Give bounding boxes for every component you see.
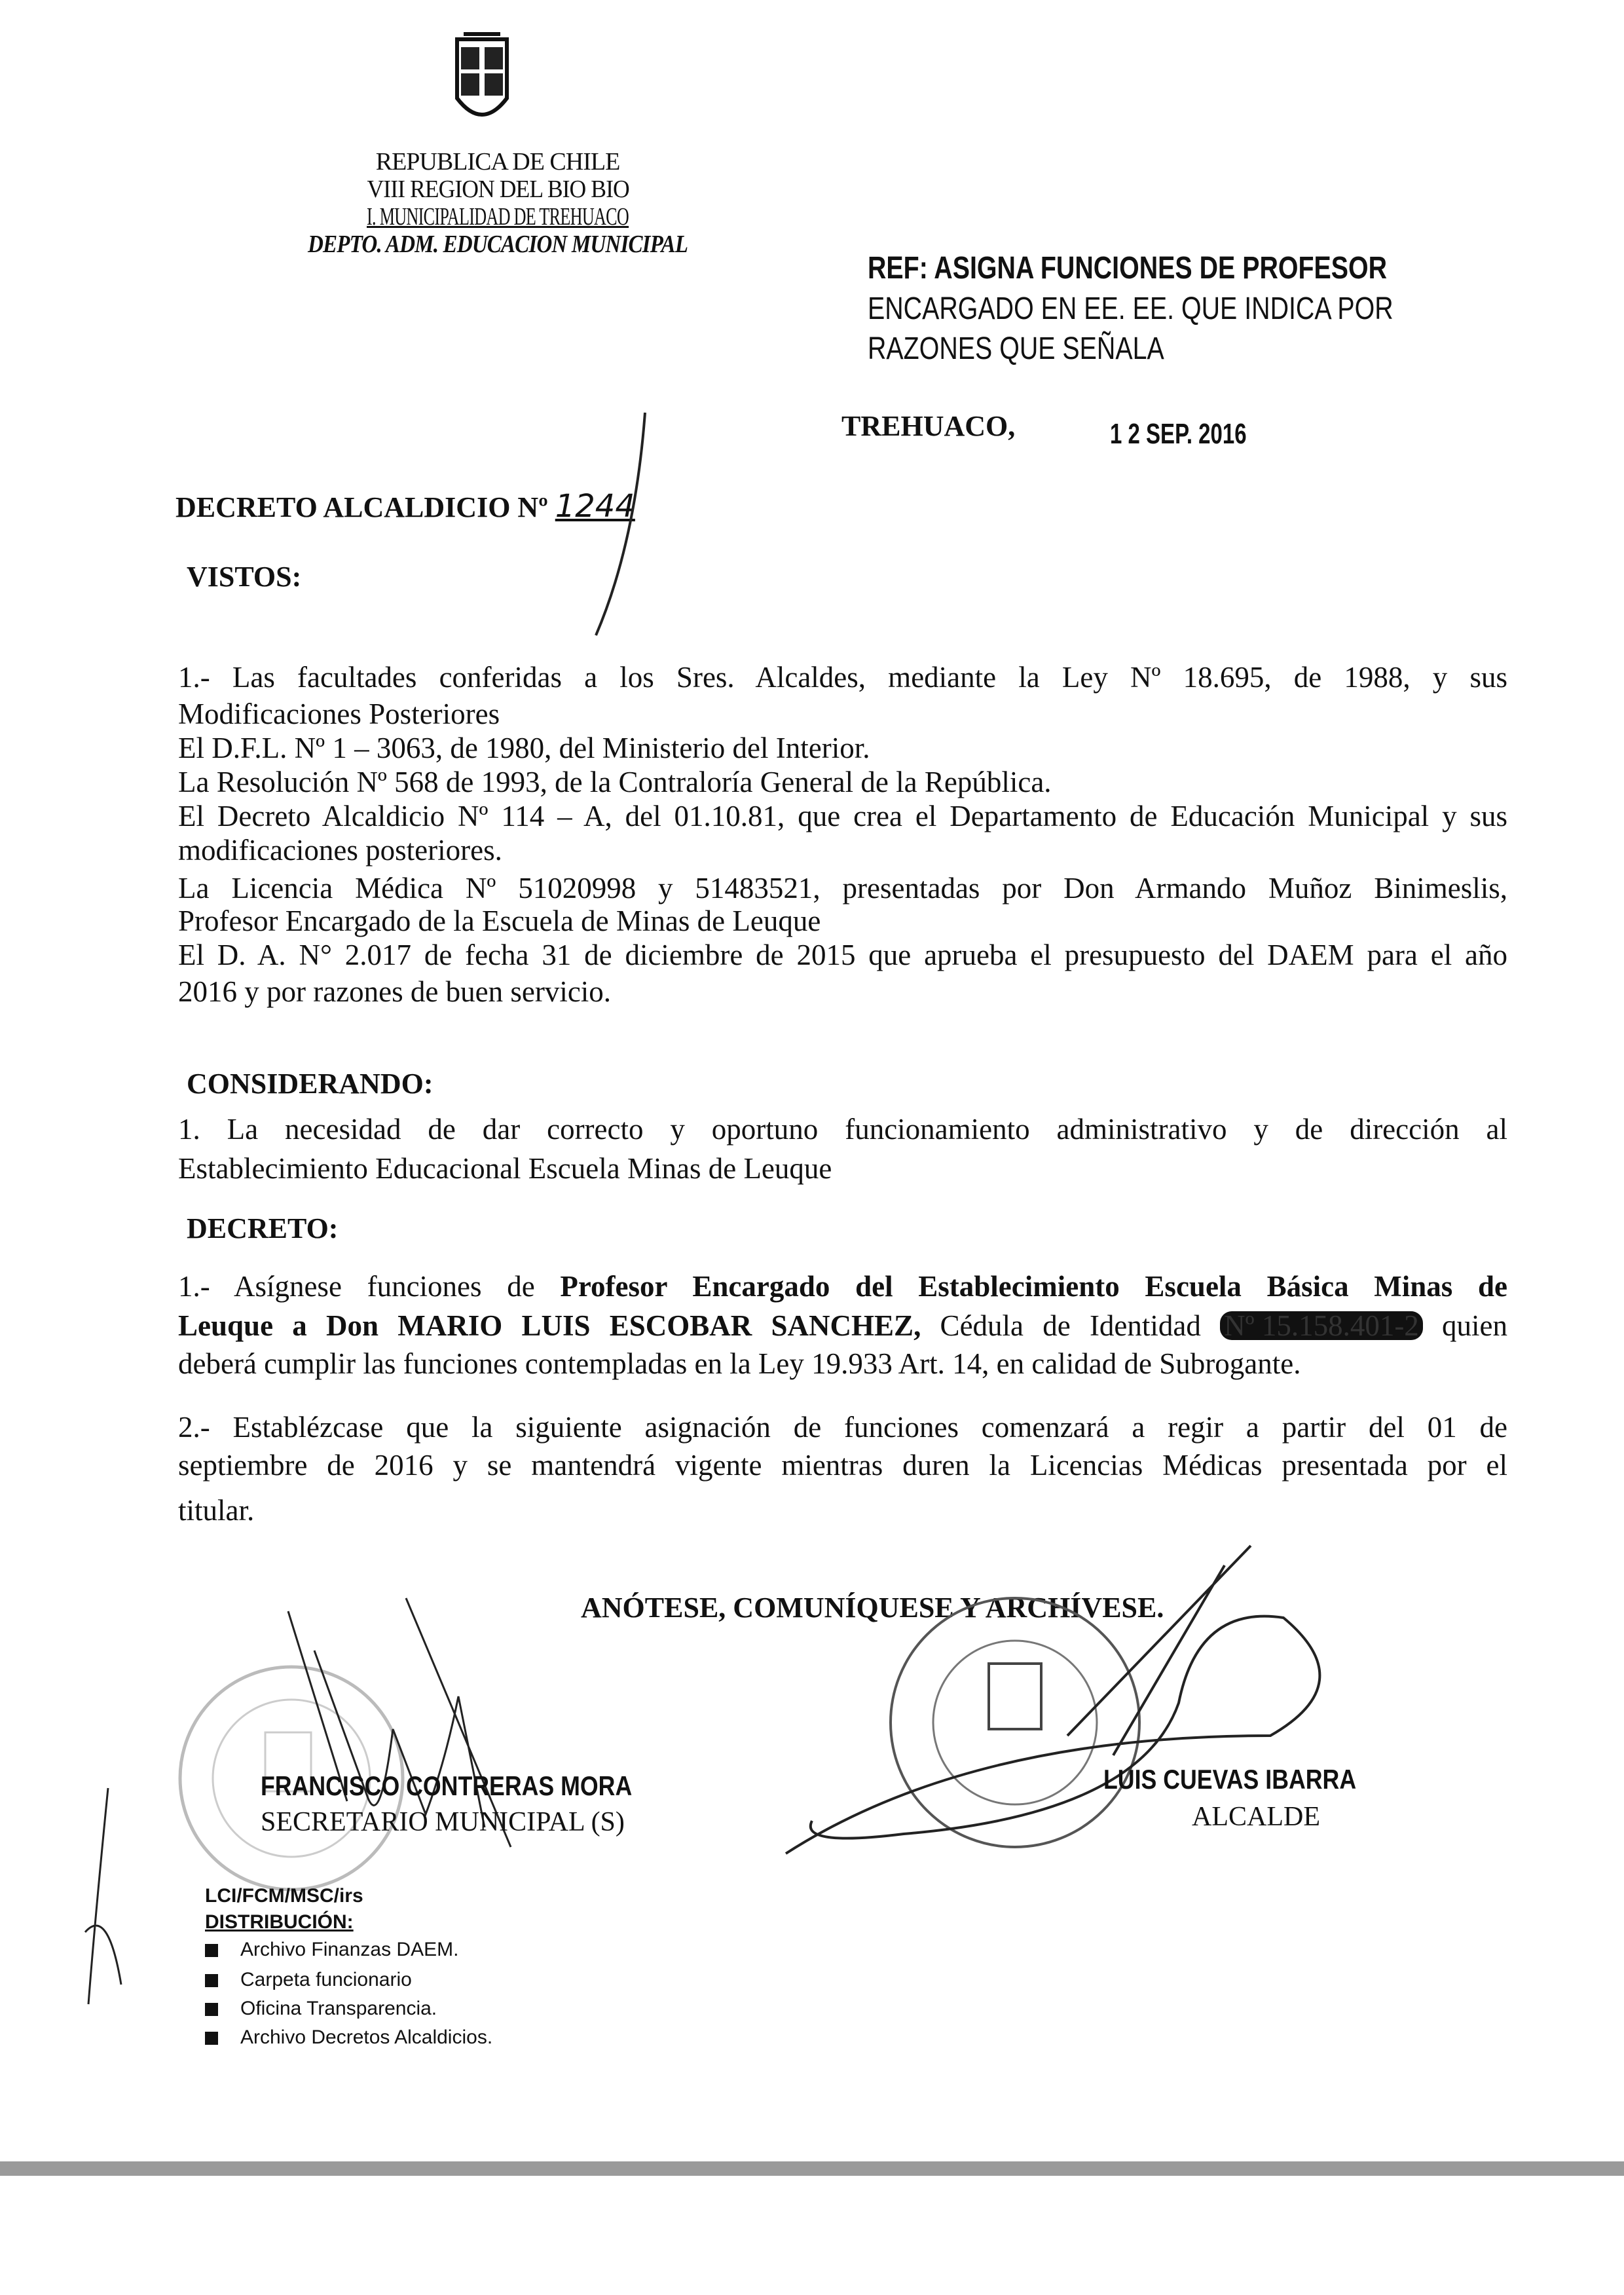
decree-number: 1244 <box>555 488 635 525</box>
decreto-title: DECRETO: <box>187 1212 339 1244</box>
header-republic: REPUBLICA DE CHILE <box>375 148 620 176</box>
initials-reference: LCI/FCM/MSC/irs <box>205 1885 363 1907</box>
ref-line-1 <box>868 252 1387 285</box>
vistos-title: VISTOS: <box>187 561 302 593</box>
distribucion-item <box>205 1969 412 1991</box>
vistos-line: El Decreto Alcaldicio Nº 114 – A, del 01.10.81, que crea el Departamento de Educación Municipal y sus <box>178 800 1507 832</box>
item1-appointee: Leuque a Don MARIO LUIS ESCOBAR SANCHEZ, <box>178 1309 921 1342</box>
vistos-line: La Licencia Médica Nº 51020998 y 51483521, presentadas por Don Armando Muñoz Binimeslis, <box>178 872 1507 905</box>
decreto-item1-line: deberá cumplir las funciones contempladas en la Ley 19.933 Art. 14, en calidad de Subrogante. <box>178 1347 1301 1380</box>
header-municipality: I. MUNICIPALIDAD DE TREHUACO <box>367 203 629 231</box>
header-region: VIII REGION DEL BIO BIO <box>367 176 629 203</box>
header-department: DEPTO. ADM. EDUCACION MUNICIPAL <box>308 231 688 258</box>
vistos-line: La Resolución Nº 568 de 1993, de la Contraloría General de la República. <box>178 766 1052 798</box>
distribucion-title: DISTRIBUCIÓN: <box>205 1911 354 1933</box>
decreto-item2-line: 2.- Establézcase que la siguiente asignación de funciones comenzará a regir a partir del 01 de <box>178 1411 1507 1444</box>
decreto-item2-line: septiembre de 2016 y se mantendrá vigente mientras duren la Licencias Médicas presentada por el <box>178 1449 1507 1482</box>
item1-text: quien <box>1422 1309 1508 1342</box>
date-stamp: 1 2 SEP. 2016 <box>1110 418 1247 450</box>
coat-of-arms-icon <box>451 33 513 131</box>
vistos-line: El D. A. N° 2.017 de fecha 31 de diciembre de 2015 que aprueba el presupuesto del DAEM para el año <box>178 939 1507 971</box>
decreto-item1-line <box>178 1311 1507 1340</box>
secretary-title: SECRETARIO MUNICIPAL (S) <box>261 1807 625 1837</box>
considerando-line: 1. La necesidad de dar correcto y oportuno funcionamiento administrativo y de dirección al <box>178 1113 1507 1146</box>
handwritten-stroke <box>589 413 655 642</box>
vistos-line: Modificaciones Posteriores <box>178 698 500 730</box>
margin-initial-mark <box>82 1788 134 2011</box>
decree-label: DECRETO ALCALDICIO Nº <box>175 491 548 523</box>
distribucion-item-label: Carpeta funcionario <box>240 1969 412 1990</box>
scan-edge-bar <box>0 2161 1624 2176</box>
distribucion-item <box>205 2026 492 2049</box>
mayor-name: LUIS CUEVAS IBARRA <box>1103 1764 1357 1795</box>
vistos-line: El D.F.L. Nº 1 – 3063, de 1980, del Ministerio del Interior. <box>178 732 870 764</box>
vistos-line: modificaciones posteriores. <box>178 834 502 867</box>
place: TREHUACO, <box>841 410 1016 442</box>
distribucion-item-label: Oficina Transparencia. <box>240 1998 437 2019</box>
decree-number-line <box>175 490 635 523</box>
redacted-id-number: Nº 15.158.401-2 <box>1220 1311 1423 1340</box>
considerando-line: Establecimiento Educacional Escuela Minas de Leuque <box>178 1152 832 1185</box>
item1-text: 1.- Asígnese funciones de <box>178 1270 561 1303</box>
ref-line-3: RAZONES QUE SEÑALA <box>868 331 1164 366</box>
decreto-item1-line <box>178 1272 1507 1301</box>
vistos-line: Profesor Encargado de la Escuela de Minas de Leuque <box>178 905 821 937</box>
considerando-title: CONSIDERANDO: <box>187 1068 434 1100</box>
secretary-name: FRANCISCO CONTRERAS MORA <box>261 1770 633 1801</box>
square-bullet-icon <box>205 2003 218 2016</box>
decreto-item2-line: titular. <box>178 1494 255 1527</box>
closing-formula: ANÓTESE, COMUNÍQUESE Y ARCHÍVESE. <box>581 1592 1164 1624</box>
vistos-line: 1.- Las facultades conferidas a los Sres. Alcaldes, mediante la Ley Nº 18.695, de 1988, y sus <box>178 661 1507 694</box>
distribucion-item-label: Archivo Decretos Alcaldicios. <box>240 2026 493 2048</box>
distribucion-item <box>205 1998 437 2020</box>
ref-line-2: ENCARGADO EN EE. EE. QUE INDICA POR <box>868 291 1393 326</box>
mayor-title: ALCALDE <box>1192 1802 1320 1832</box>
item1-role: Profesor Encargado del Establecimiento Escuela Básica Minas de <box>560 1270 1507 1303</box>
distribucion-item-label: Archivo Finanzas DAEM. <box>240 1939 459 1960</box>
vistos-line: 2016 y por razones de buen servicio. <box>178 975 612 1008</box>
secretary-signature <box>275 1598 642 1886</box>
square-bullet-icon <box>205 2032 218 2045</box>
distribucion-item <box>205 1939 458 1961</box>
item1-id-label: Cédula de Identidad <box>921 1309 1221 1342</box>
square-bullet-icon <box>205 1944 218 1957</box>
square-bullet-icon <box>205 1974 218 1987</box>
ref-text: REF: ASIGNA FUNCIONES DE PROFESOR <box>868 251 1388 286</box>
